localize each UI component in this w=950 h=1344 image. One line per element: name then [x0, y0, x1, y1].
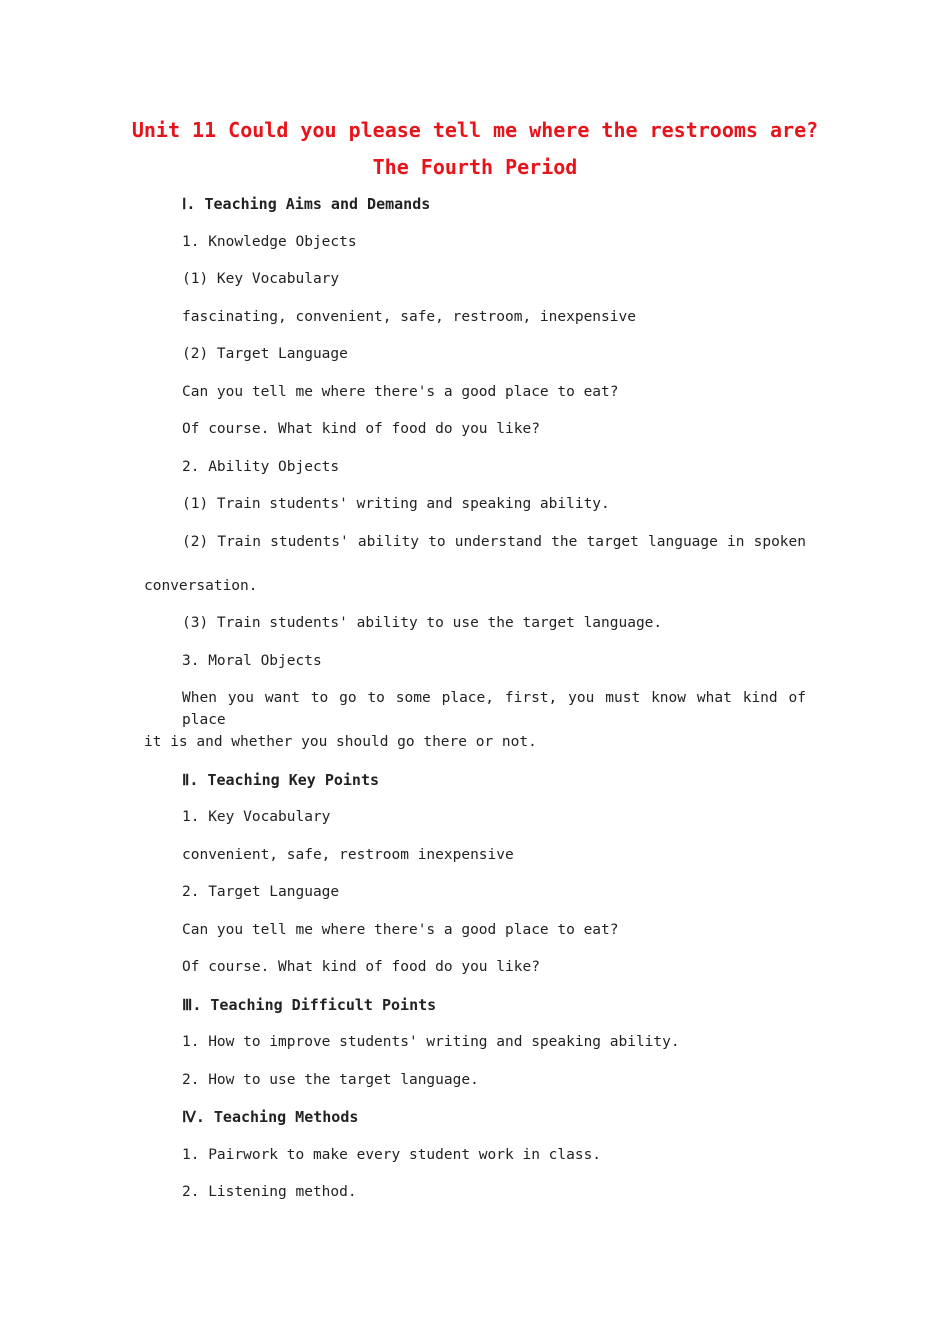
text-line: (2) Target Language	[182, 346, 348, 362]
text-line: 2. How to use the target language.	[182, 1072, 479, 1088]
text-line: When you want to go to some place, first, you must know what kind of place	[182, 690, 806, 728]
text-line: (3) Train students' ability to use the target language.	[182, 615, 663, 631]
text-line: 2. Listening method.	[182, 1184, 357, 1200]
document-title: Unit 11 Could you please tell me where the restrooms are?	[131, 118, 819, 142]
text-line: (1) Train students' writing and speaking ability.	[182, 496, 610, 512]
text-line: 2. Target Language	[182, 884, 340, 900]
text-line: Can you tell me where there's a good place to eat?	[182, 384, 619, 400]
section-heading-difficult-points: Ⅲ. Teaching Difficult Points	[182, 996, 437, 1014]
text-line: Of course. What kind of food do you like?	[182, 421, 540, 437]
text-line: 2. Ability Objects	[182, 459, 340, 475]
text-line: fascinating, convenient, safe, restroom, inexpensive	[182, 309, 636, 325]
section-heading-key-points: Ⅱ. Teaching Key Points	[182, 771, 380, 789]
text-line: (1) Key Vocabulary	[182, 271, 340, 287]
document-subtitle: The Fourth Period	[372, 155, 578, 179]
text-line: it is and whether you should go there or not.	[144, 734, 537, 750]
section-heading-aims: Ⅰ. Teaching Aims and Demands	[182, 195, 431, 213]
text-line: Of course. What kind of food do you like?	[182, 959, 540, 975]
text-line: 1. Key Vocabulary	[182, 809, 331, 825]
text-line: convenient, safe, restroom inexpensive	[182, 847, 514, 863]
section-heading-methods: Ⅳ. Teaching Methods	[182, 1108, 359, 1126]
text-line: Can you tell me where there's a good place to eat?	[182, 922, 619, 938]
text-line: conversation.	[144, 578, 258, 594]
text-line: 1. How to improve students' writing and speaking ability.	[182, 1034, 680, 1050]
text-line: 3. Moral Objects	[182, 653, 322, 669]
text-line: 1. Knowledge Objects	[182, 234, 357, 250]
text-line: (2) Train students' ability to understand the target language in spoken	[182, 534, 806, 550]
text-line: 1. Pairwork to make every student work in class.	[182, 1147, 602, 1163]
